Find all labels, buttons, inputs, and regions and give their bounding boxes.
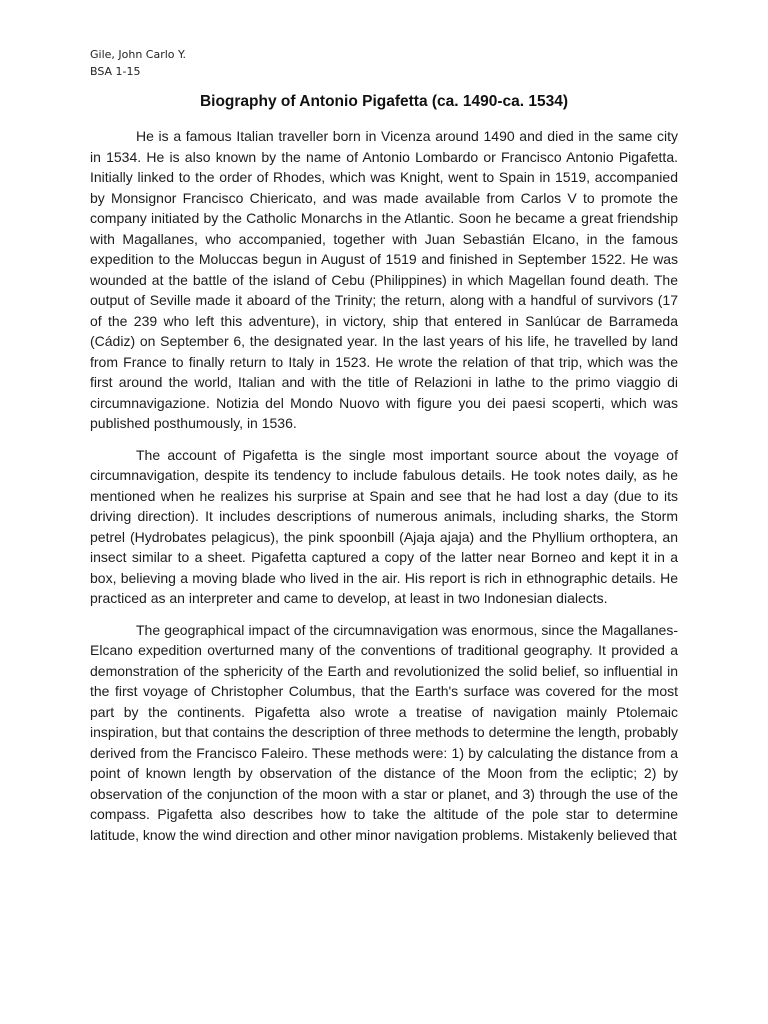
author-block [90,46,186,80]
paragraph-3: The geographical impact of the circumnavigation was enormous, since the Magallanes-Elcano expedition overturned many of the conventions of traditional geography. It provided a demonstration of the sphericity of the Earth and revolutionized the solid belief, so influential in the first voyage of Christopher Columbus, that the Earth's surface was covered for the most part by the continents. Pigafetta also wrote a treatise of navigation mainly Ptolemaic inspiration, but that contains the description of three methods to determine the length, probably derived from the Francisco Faleiro. These methods were: 1) by calculating the distance from a point of known length by observation of the distance of the Moon from the ecliptic; 2) by observation of the conjunction of the moon with a star or planet, and 3) through the use of the compass. Pigafetta also describes how to take the altitude of the pole star to determine latitude, know the wind direction and other minor navigation problems. Mistakenly believed that [90,621,678,843]
document-title: Biography of Antonio Pigafetta (ca. 1490-ca. 1534) [199,93,569,110]
paragraph-1: He is a famous Italian traveller born in Vicenza around 1490 and died in the same city in 1534. He is also known by the name of Antonio Lombardo or Francisco Antonio Pigafetta. Initially linked to the order of Rhodes, which was Knight, went to Spain in 1519, accompanied by Monsignor Francisco Chiericato, and was made available from Carlos V to promote the company initiated by the Catholic Monarchs in the Atlantic. Soon he became a great friendship with Magallanes, who accompanied, together with Juan Sebastián Elcano, in the famous expedition to the Moluccas begun in August of 1519 and finished in September 1522. He was wounded at the battle of the island of Cebu (Philippines) in which Magellan found death. The output of Seville made it aboard of the Trinity; the return, along with a handful of survivors (17 of the 239 who left this adventure), in victory, ship that entered in Sanlúcar de Barrameda (Cádiz) on September 6, the designated year. In the last years of his life, he travelled by land from France to finally return to Italy in 1523. He wrote the relation of that trip, which was the first around the world, Italian and with the title of Relazioni in lathe to the primo viaggio di circumnavigazione. Notizia del Mondo Nuovo with figure you dei paesi scoperti, which was published posthumously, in 1536. [90,128,678,431]
author-name: Gile, John Carlo Y. [90,48,187,61]
paragraph-2: The account of Pigafetta is the single most important source about the voyage of circumnavigation, despite its tendency to include fabulous details. He took notes daily, as he mentioned when he realizes his surprise at Spain and see that he had lost a day (due to its driving direction). It includes descriptions of numerous animals, including sharks, the Storm petrel (Hydrobates pelagicus), the pink spoonbill (Ajaja ajaja) and the Phyllium orthoptera, an insect similar to a sheet. Pigafetta captured a copy of the latter near Borneo and kept it in a box, believing a moving blade who lived in the air. His report is rich in ethnographic details. He practiced as an interpreter and came to develop, at least in two Indonesian dialects. [90,446,678,606]
author-section: BSA 1-15 [90,65,141,78]
document-body [90,126,678,856]
